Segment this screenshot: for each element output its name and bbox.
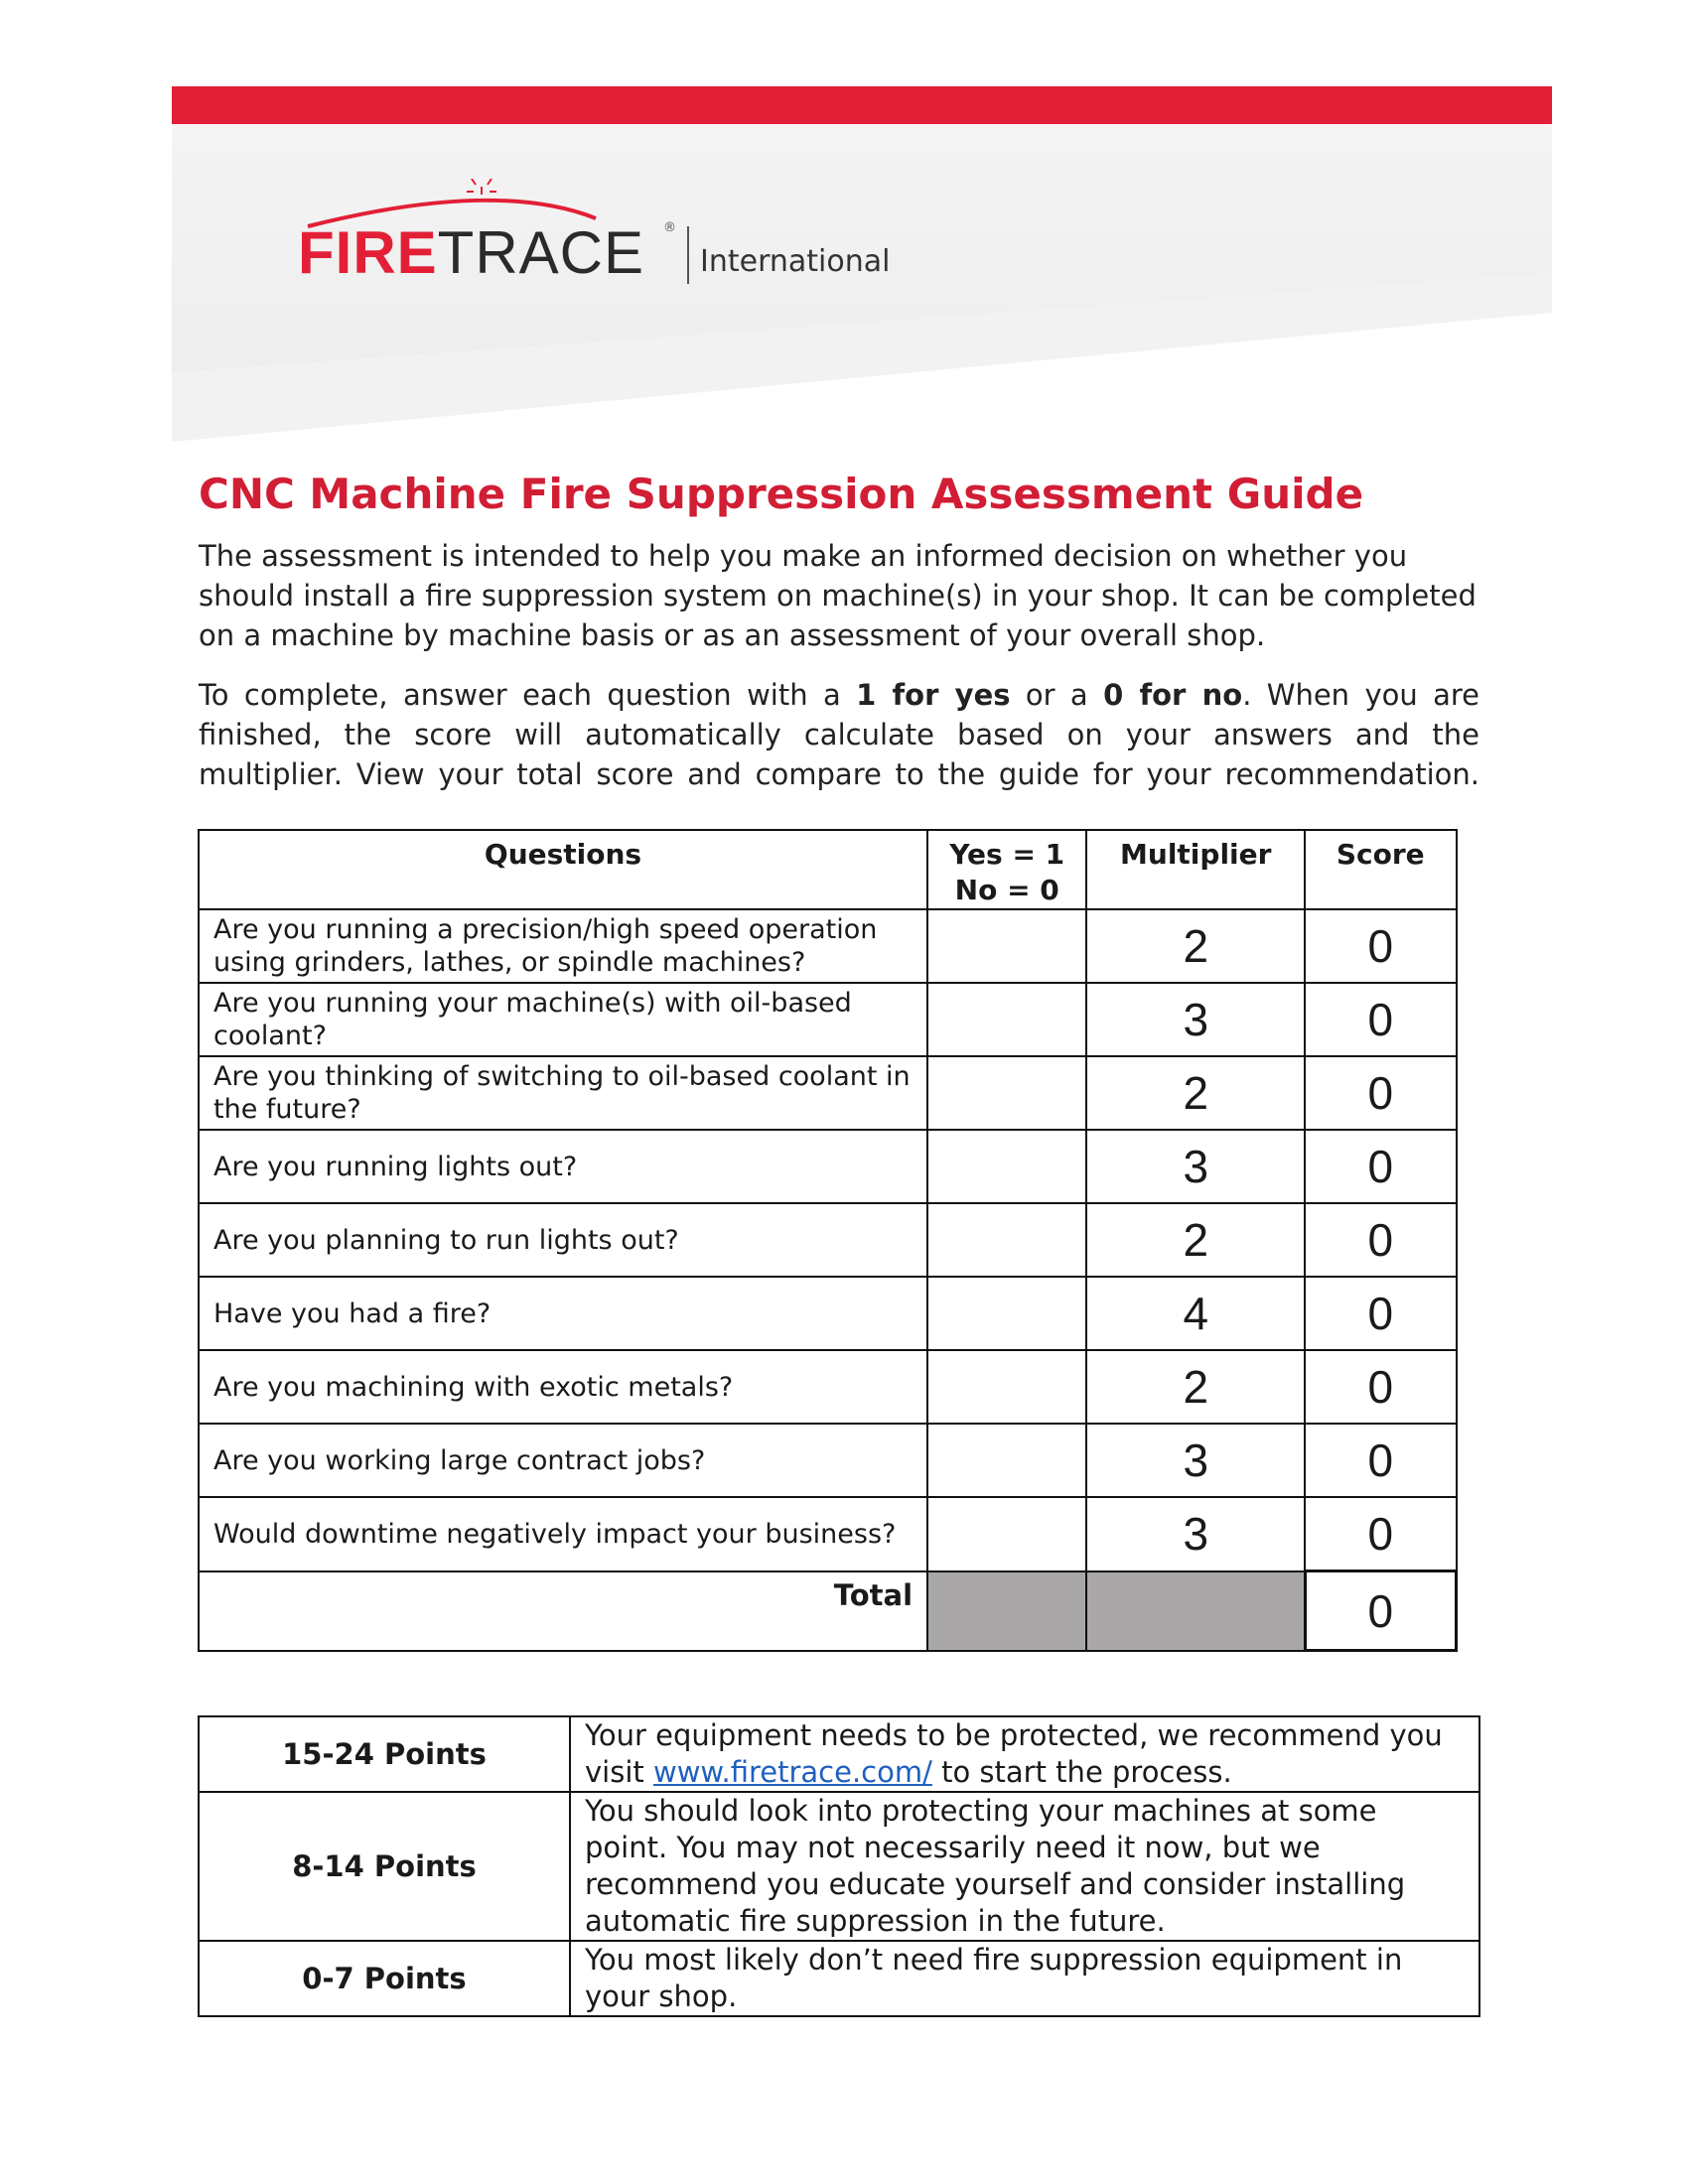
multiplier-cell: 2 xyxy=(1086,909,1305,983)
multiplier-cell: 3 xyxy=(1086,1424,1305,1497)
question-cell: Would downtime negatively impact your business? xyxy=(199,1497,927,1571)
guide-text: You should look into protecting your machines at some point. You may not necessarily need it now, but we recommend you educate yourself and consider installing automatic fire suppression in the future. xyxy=(570,1792,1479,1941)
firetrace-link[interactable]: www.firetrace.com/ xyxy=(652,1755,932,1789)
instructions-text-3: . When you are finished, the score will automatically calculate based on your answers and the multiplier. View your total score and compare to the guide for your recommendation. xyxy=(199,678,1480,791)
guide-text: You most likely don’t need fire suppression equipment in your shop. xyxy=(570,1941,1479,2016)
score-cell: 0 xyxy=(1305,1277,1456,1350)
question-cell: Are you running a precision/high speed operation using grinders, lathes, or spindle machines? xyxy=(199,909,927,983)
table-row xyxy=(199,1277,1457,1350)
guide-row xyxy=(199,1792,1479,1941)
score-cell: 0 xyxy=(1305,1056,1456,1130)
question-cell: Are you machining with exotic metals? xyxy=(199,1350,927,1424)
logo-international-text: International xyxy=(700,244,891,279)
header-no: No = 0 xyxy=(954,874,1059,906)
table-header-row xyxy=(199,830,1457,909)
instructions-yes: 1 for yes xyxy=(856,678,1011,712)
guide-range: 0-7 Points xyxy=(199,1941,570,2016)
table-row xyxy=(199,1130,1457,1203)
guide-row xyxy=(199,1716,1479,1792)
total-blank-multiplier xyxy=(1086,1571,1305,1651)
answer-input-cell[interactable] xyxy=(927,1277,1086,1350)
instructions-paragraph xyxy=(199,675,1479,794)
page-title: CNC Machine Fire Suppression Assessment Guide xyxy=(199,470,1364,518)
question-cell: Are you planning to run lights out? xyxy=(199,1203,927,1277)
logo-fire-text: FIRE xyxy=(298,219,438,286)
total-label: Total xyxy=(199,1571,927,1651)
question-cell: Have you had a fire? xyxy=(199,1277,927,1350)
multiplier-cell: 2 xyxy=(1086,1203,1305,1277)
score-cell: 0 xyxy=(1305,983,1456,1056)
multiplier-cell: 3 xyxy=(1086,983,1305,1056)
guide-text xyxy=(570,1716,1479,1792)
question-cell: Are you working large contract jobs? xyxy=(199,1424,927,1497)
question-cell: Are you running your machine(s) with oil-based coolant? xyxy=(199,983,927,1056)
question-cell: Are you running lights out? xyxy=(199,1130,927,1203)
intro-paragraph: The assessment is intended to help you make an informed decision on whether you should install a fire suppression system on machine(s) in your shop. It can be completed on a machine by machine basis or as an assessment of your overall shop. xyxy=(199,539,1477,652)
total-score: 0 xyxy=(1305,1571,1456,1651)
header-score: Score xyxy=(1305,830,1456,909)
answer-input-cell[interactable] xyxy=(927,1350,1086,1424)
instructions-no: 0 for no xyxy=(1103,678,1243,712)
table-row xyxy=(199,1056,1457,1130)
logo-registered-mark: ® xyxy=(663,220,676,235)
question-cell: Are you thinking of switching to oil-based coolant in the future? xyxy=(199,1056,927,1130)
answer-input-cell[interactable] xyxy=(927,1203,1086,1277)
total-blank-answer xyxy=(927,1571,1086,1651)
instructions-text-2: or a xyxy=(1010,678,1104,712)
table-row xyxy=(199,909,1457,983)
score-cell: 0 xyxy=(1305,1203,1456,1277)
logo-trace-text: TRACE xyxy=(437,219,645,286)
total-row xyxy=(199,1571,1457,1651)
score-cell: 0 xyxy=(1305,909,1456,983)
score-cell: 0 xyxy=(1305,1424,1456,1497)
firetrace-logo xyxy=(298,179,933,288)
score-guide-table xyxy=(198,1715,1480,2017)
multiplier-cell: 4 xyxy=(1086,1277,1305,1350)
logo-wordmark xyxy=(298,218,644,288)
score-cell: 0 xyxy=(1305,1350,1456,1424)
assessment-table xyxy=(198,829,1458,1652)
guide-text-before: Your equipment needs to be protected, we recommend you visit xyxy=(585,1718,1443,1789)
guide-text-after: to start the process. xyxy=(931,1755,1232,1789)
header-questions: Questions xyxy=(199,830,927,909)
logo-divider xyxy=(687,226,689,284)
header-red-bar xyxy=(172,86,1552,124)
answer-input-cell[interactable] xyxy=(927,1130,1086,1203)
score-cell: 0 xyxy=(1305,1497,1456,1571)
answer-input-cell[interactable] xyxy=(927,983,1086,1056)
multiplier-cell: 2 xyxy=(1086,1350,1305,1424)
score-cell: 0 xyxy=(1305,1130,1456,1203)
answer-input-cell[interactable] xyxy=(927,1424,1086,1497)
header-multiplier: Multiplier xyxy=(1086,830,1305,909)
multiplier-cell: 2 xyxy=(1086,1056,1305,1130)
guide-row xyxy=(199,1941,1479,2016)
answer-input-cell[interactable] xyxy=(927,1497,1086,1571)
instructions-text-1: To complete, answer each question with a xyxy=(199,678,857,712)
answer-input-cell[interactable] xyxy=(927,1056,1086,1130)
multiplier-cell: 3 xyxy=(1086,1130,1305,1203)
header-yes: Yes = 1 xyxy=(949,838,1065,871)
table-row xyxy=(199,983,1457,1056)
multiplier-cell: 3 xyxy=(1086,1497,1305,1571)
table-row xyxy=(199,1424,1457,1497)
table-row xyxy=(199,1350,1457,1424)
table-row xyxy=(199,1497,1457,1571)
guide-range: 8-14 Points xyxy=(199,1792,570,1941)
answer-input-cell[interactable] xyxy=(927,909,1086,983)
header-yes-no xyxy=(927,830,1086,909)
table-row xyxy=(199,1203,1457,1277)
guide-range: 15-24 Points xyxy=(199,1716,570,1792)
